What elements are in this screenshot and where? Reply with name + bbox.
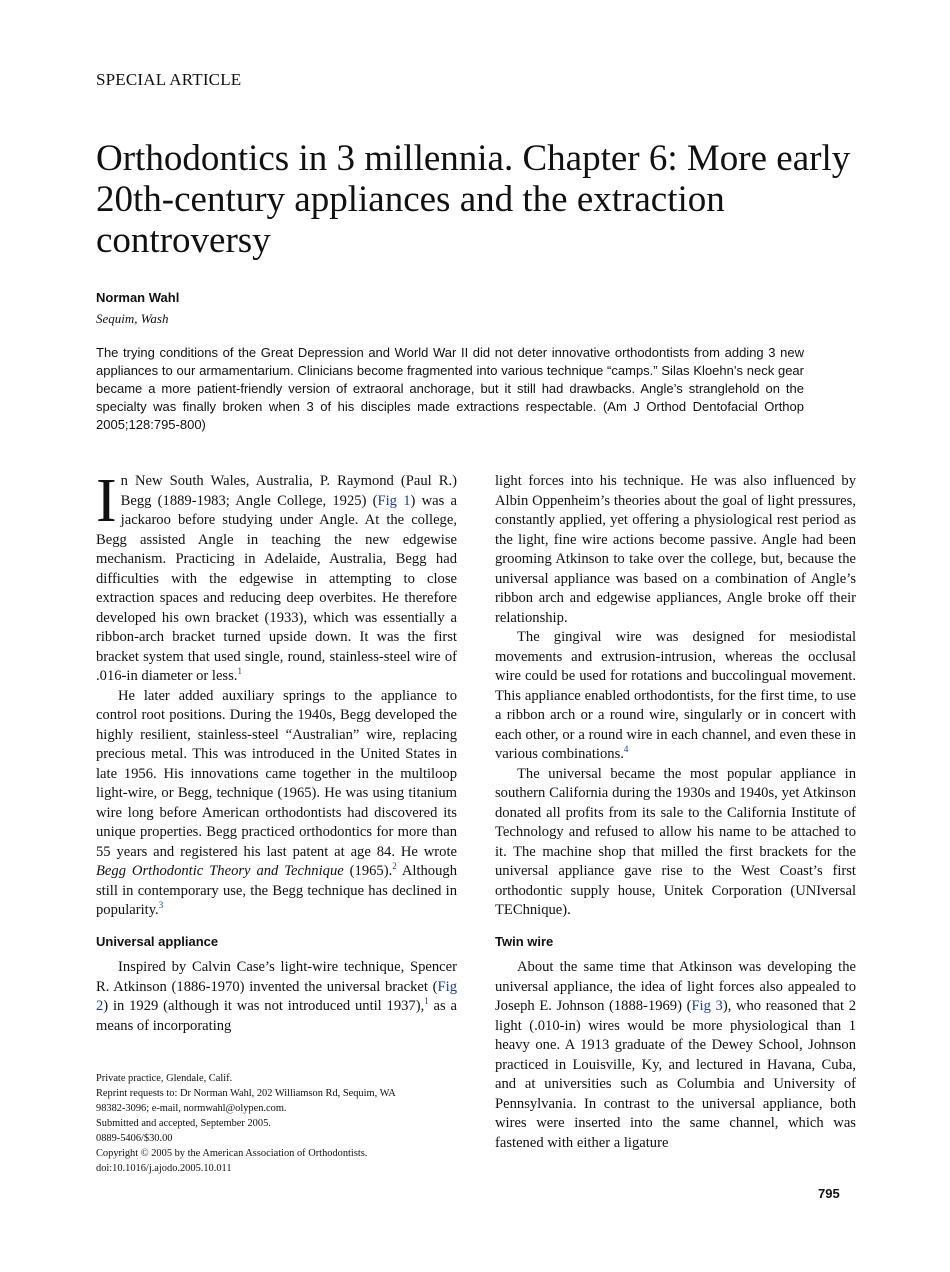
abstract: The trying conditions of the Great Depression and World War II did not deter innovative orthodontists from adding 3 new appliances to our armamentarium. Clinicians become fragmented into various technique “camps.” Silas Kloehn’s neck gear became a more patient-friendly version of extraoral anchorage, but it still had drawbacks. Angle’s stranglehold on the specialty was finally broken when 3 of his disciples made extractions respectable. (Am J Orthod Dentofacial Orthop 2005;128:795-800) [96,345,804,432]
section-heading-twin-wire: Twin wire [495,933,554,949]
reference-link[interactable]: 2 [392,861,397,872]
paragraph: Inspired by Calvin Case’s light-wire technique, Spencer R. Atkinson (1886-1970) invented the universal bracket (Fig 2) in 1929 (although it was not introduced until 1937),$^1$ as a means of incorporating [96,959,458,1034]
paragraph: In New South Wales, Australia, P. Raymond (Paul R.) Begg (1889-1983; Angle College, 1925) (Fig 1) was a jackaroo before studying under Angle. At the college, Begg assisted Angle in teaching the new edgewise mechanism. Practicing in Adelaide, Australia, Begg had difficulties with the edgewise in attempting to close extraction spaces and reducing deep overbites. He therefore developed his own bracket (1933), which was essentially a ribbon-arch bracket turned upside down. It was the first bracket system that used single, round, stainless-steel wire of .016-in diameter or less.$^1$ [96,467,457,684]
figure-link-3[interactable]: Fig 3 [691,998,723,1014]
right-column [495,472,856,1153]
article-title: Orthodontics in 3 millennia. Chapter 6: More early 20th-century appliances and the extraction controversy [96,138,851,261]
section-heading-universal-appliance: Universal appliance [96,933,219,949]
section-label: SPECIAL ARTICLE [96,70,242,89]
paragraph: The gingival wire was designed for mesiodistal movements and extrusion-intrusion, whereas the occlusal wire could be used for rotations and buccolingual movement. This appliance enabled orthodontists, for the first time, to use a ribbon arch or a round wire, singularly or in concert with each other, or a round wire in each channel, and even these in various combinations.$^4$ [495,629,856,762]
footnote-line: doi:10.1016/j.ajodo.2005.10.011 [96,1163,232,1174]
author-affiliation: Sequim, Wash [96,311,169,326]
footnote-line: 0889-5406/$30.00 [96,1133,173,1144]
author-name: Norman Wahl [96,290,180,305]
footnote-line: Copyright © 2005 by the American Association of Orthodontists. [96,1148,368,1159]
reference-link[interactable]: 1 [237,666,242,677]
footnote-line: 98382-3096; e-mail, normwahl@olypen.com. [96,1103,287,1114]
footnote-line: Submitted and accepted, September 2005. [96,1118,271,1129]
figure-link-2[interactable]: Fig 2 [96,978,457,1014]
paragraph: The universal became the most popular appliance in southern California during the 1930s and 1940s, yet Atkinson donated all profits from its sale to the California Institute of Technology and refused to allow his name to be attached to it. The machine shop that milled the first brackets for the universal appliance gave rise to the West Coast’s first orthodontic supply house, Unitek Corporation (UNIversal TEChnique). [495,765,856,918]
reference-link[interactable]: 4 [623,744,629,755]
paragraph: light forces into his technique. He was also influenced by Albin Oppenheim’s theories about the goal of light pressures, constantly applied, yet offering a physiological rest period as the light, fine wire actions become passive. Angle had been grooming Atkinson to take over the college, but, because the universal appliance was based on a combination of Angle’s ribbon arch and edgewise appliances, Angle broke off their relationship. [495,473,856,626]
paragraph: About the same time that Atkinson was developing the universal appliance, the idea of light forces also appealed to Joseph E. Johnson (1888-1969) (Fig 3), who reasoned that 2 light (.010-in) wires would be more physiological than 1 heavy one. A 1913 graduate of the Dewey School, Johnson practiced in Louisville, Ky, and lectured in Havana, Cuba, and at universities such as Columbia and University of Pennsylvania. In contrast to the universal appliance, both wires were inserted into the same channel, which was fastened with either a ligature [495,959,856,1151]
footnotes [96,1071,457,1176]
footnote-line: Private practice, Glendale, Calif. [96,1073,233,1084]
page-number: 795 [818,1186,840,1201]
footnote-line: Reprint requests to: Dr Norman Wahl, 202 Williamson Rd, Sequim, WA [96,1088,396,1099]
left-column [96,467,458,1036]
drop-cap: I [96,467,117,535]
figure-link-1[interactable]: Fig 1 [377,492,411,509]
reference-link[interactable]: 3 [158,900,164,911]
reference-link[interactable]: 1 [424,996,429,1007]
book-title: Begg Orthodontic Theory and Technique [96,863,344,879]
paragraph: He later added auxiliary springs to the appliance to control root positions. During the 1940s, Begg developed the highly resilient, stainless-steel “Australian” wire, replacing precious metal. This was introduced in the United States in late 1956. His innovations came together in the multiloop light-wire, or Begg, technique (1965). He was using titanium wire long before American orthodontists had discovered its unique properties. Begg practiced orthodontics for more than 55 years and registered his last patent at age 84. He wrote Begg Orthodontic Theory and Technique (1965).$^2$ Although still in contemporary use, the Begg technique has declined in popularity.$^3$ [96,687,457,918]
